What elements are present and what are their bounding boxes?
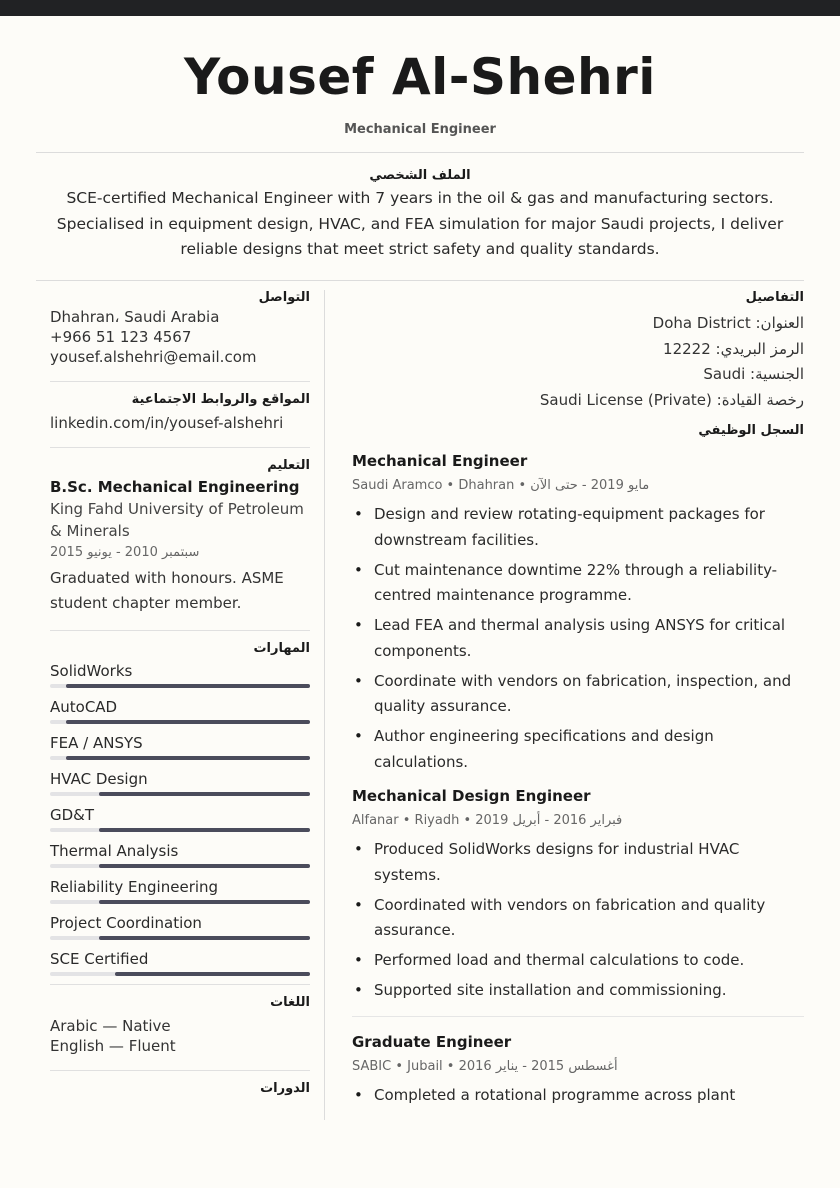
details-heading: التفاصيل: [745, 290, 804, 305]
divider: [50, 447, 310, 448]
column-divider: [324, 290, 325, 1120]
skill-level-bar: [50, 684, 310, 688]
skill-level-bar: [50, 756, 310, 760]
skill-level-fill: [66, 756, 310, 760]
skill-level-fill: [66, 684, 310, 688]
divider: [50, 1070, 310, 1071]
contact-email[interactable]: yousef.alshehri@email.com: [50, 348, 257, 366]
skill-name: Reliability Engineering: [50, 878, 219, 896]
job-title: Graduate Engineer: [352, 1032, 512, 1051]
skill-item: [50, 660, 310, 696]
contact-heading: التواصل: [258, 290, 310, 305]
skill-level-bar: [50, 864, 310, 868]
right-column: [352, 290, 804, 1113]
job-bullet: • Cut maintenance downtime 22% through a reliability-centred maintenance programme.: [352, 558, 804, 609]
details-list: [352, 311, 804, 413]
skill-level-fill: [99, 900, 310, 904]
skill-level-bar: [50, 828, 310, 832]
job-bullet: • Completed a rotational programme across plant: [352, 1083, 804, 1109]
divider: [50, 381, 310, 382]
links-heading: المواقع والروابط الاجتماعية: [131, 392, 310, 407]
job-entry: [352, 1031, 804, 1109]
job-bullet: • Produced SolidWorks designs for industrial HVAC systems.: [352, 837, 804, 888]
skill-level-fill: [99, 828, 310, 832]
skill-level-bar: [50, 720, 310, 724]
job-meta: SABIC • Jubail • أغسطس 2015 - يناير 2016: [352, 1058, 618, 1074]
job-title: Mechanical Design Engineer: [352, 787, 591, 805]
skill-name: GD&T: [50, 806, 95, 824]
skill-name: FEA / ANSYS: [50, 734, 143, 752]
skill-item: [50, 912, 310, 948]
job-bullets: [352, 1083, 804, 1109]
job-bullet: • Design and review rotating-equipment packages for downstream facilities.: [352, 502, 804, 553]
skill-level-fill: [99, 792, 310, 796]
skill-item: [50, 732, 310, 768]
job-title: Mechanical Engineer: [352, 452, 528, 470]
education-heading: التعليم: [267, 458, 310, 473]
skill-level-bar: [50, 936, 310, 940]
courses-heading: الدورات: [260, 1081, 310, 1096]
skill-level-fill: [115, 972, 310, 976]
profile-section: [36, 168, 804, 263]
profile-text: SCE-certified Mechanical Engineer with 7 years in the oil & gas and manufacturing sectors. Specialised in equipment design, HVAC, and FEA simulation for major Saudi projects, I deliver reliable designs that meet strict safety and quality standards.: [56, 189, 784, 258]
job-meta: Saudi Aramco • Dhahran • مايو 2019 - حتى الآن: [352, 478, 650, 493]
skill-item: [50, 804, 310, 840]
divider: [352, 1016, 804, 1017]
education-dates: سبتمبر 2010 - يونيو 2015: [50, 545, 200, 560]
skill-level-fill: [99, 864, 310, 868]
job-bullet: • Supported site installation and commissioning.: [352, 978, 804, 1004]
skill-level-bar: [50, 792, 310, 796]
skills-heading: المهارات: [253, 641, 310, 656]
skill-level-bar: [50, 900, 310, 904]
job-bullet: • Coordinate with vendors on fabrication, inspection, and quality assurance.: [352, 669, 804, 720]
job-bullet: • Lead FEA and thermal analysis using ANSYS for critical components.: [352, 613, 804, 664]
details-license: رخصة القيادة: Saudi License (Private): [539, 390, 804, 409]
candidate-name: Yousef Al-Shehri: [184, 48, 656, 106]
skill-name: AutoCAD: [50, 698, 118, 716]
divider: [50, 630, 310, 631]
education-note: Graduated with honours. ASME student chapter member.: [50, 569, 284, 612]
profile-heading: الملف الشخصي: [369, 168, 471, 183]
details-address: العنوان: Doha District: [652, 314, 804, 332]
skill-item: [50, 840, 310, 876]
skill-name: HVAC Design: [50, 770, 148, 788]
job-bullet: • Coordinated with vendors on fabrication and quality assurance.: [352, 893, 804, 944]
job-bullet: • Author engineering specifications and design calculations.: [352, 724, 804, 775]
language-item: English — Fluent: [50, 1037, 176, 1055]
left-column: [50, 290, 310, 1096]
resume-header: [0, 44, 840, 137]
profile-divider: [36, 280, 804, 281]
skills-list: [50, 660, 310, 984]
skill-item: [50, 948, 310, 984]
skill-level-bar: [50, 972, 310, 976]
education-degree: B.Sc. Mechanical Engineering: [50, 478, 300, 496]
divider: [50, 984, 310, 985]
job-meta: Alfanar • Riyadh • فبراير 2016 - أبريل 2019: [352, 813, 623, 828]
job-bullets: [352, 502, 804, 775]
job-bullet: • Performed load and thermal calculations to code.: [352, 948, 804, 974]
skill-level-fill: [66, 720, 310, 724]
skill-item: [50, 696, 310, 732]
skill-item: [50, 876, 310, 912]
job-entry: [352, 450, 804, 775]
details-nationality: الجنسية: Saudi: [703, 365, 804, 383]
languages-heading: اللغات: [270, 995, 310, 1010]
skill-name: SCE Certified: [50, 950, 149, 968]
skill-name: Thermal Analysis: [50, 842, 179, 860]
skill-name: SolidWorks: [50, 662, 133, 680]
job-entry: [352, 785, 804, 1004]
details-postcode: الرمز البريدي: 12222: [663, 339, 804, 358]
skill-item: [50, 768, 310, 804]
employment-heading: السجل الوظيفي: [698, 423, 804, 438]
language-item: Arabic — Native: [50, 1017, 171, 1035]
linkedin-link[interactable]: linkedin.com/in/yousef-alshehri: [50, 414, 284, 432]
contact-phone[interactable]: +966 51 123 4567: [50, 328, 192, 346]
skill-name: Project Coordination: [50, 914, 202, 932]
header-divider: [36, 152, 804, 153]
top-bar: [0, 0, 840, 16]
contact-location: Dhahran، Saudi Arabia: [50, 308, 220, 326]
skill-level-fill: [99, 936, 310, 940]
job-bullets: [352, 837, 804, 1004]
education-school: King Fahd University of Petroleum & Minerals: [50, 500, 304, 540]
candidate-title: Mechanical Engineer: [344, 122, 496, 137]
